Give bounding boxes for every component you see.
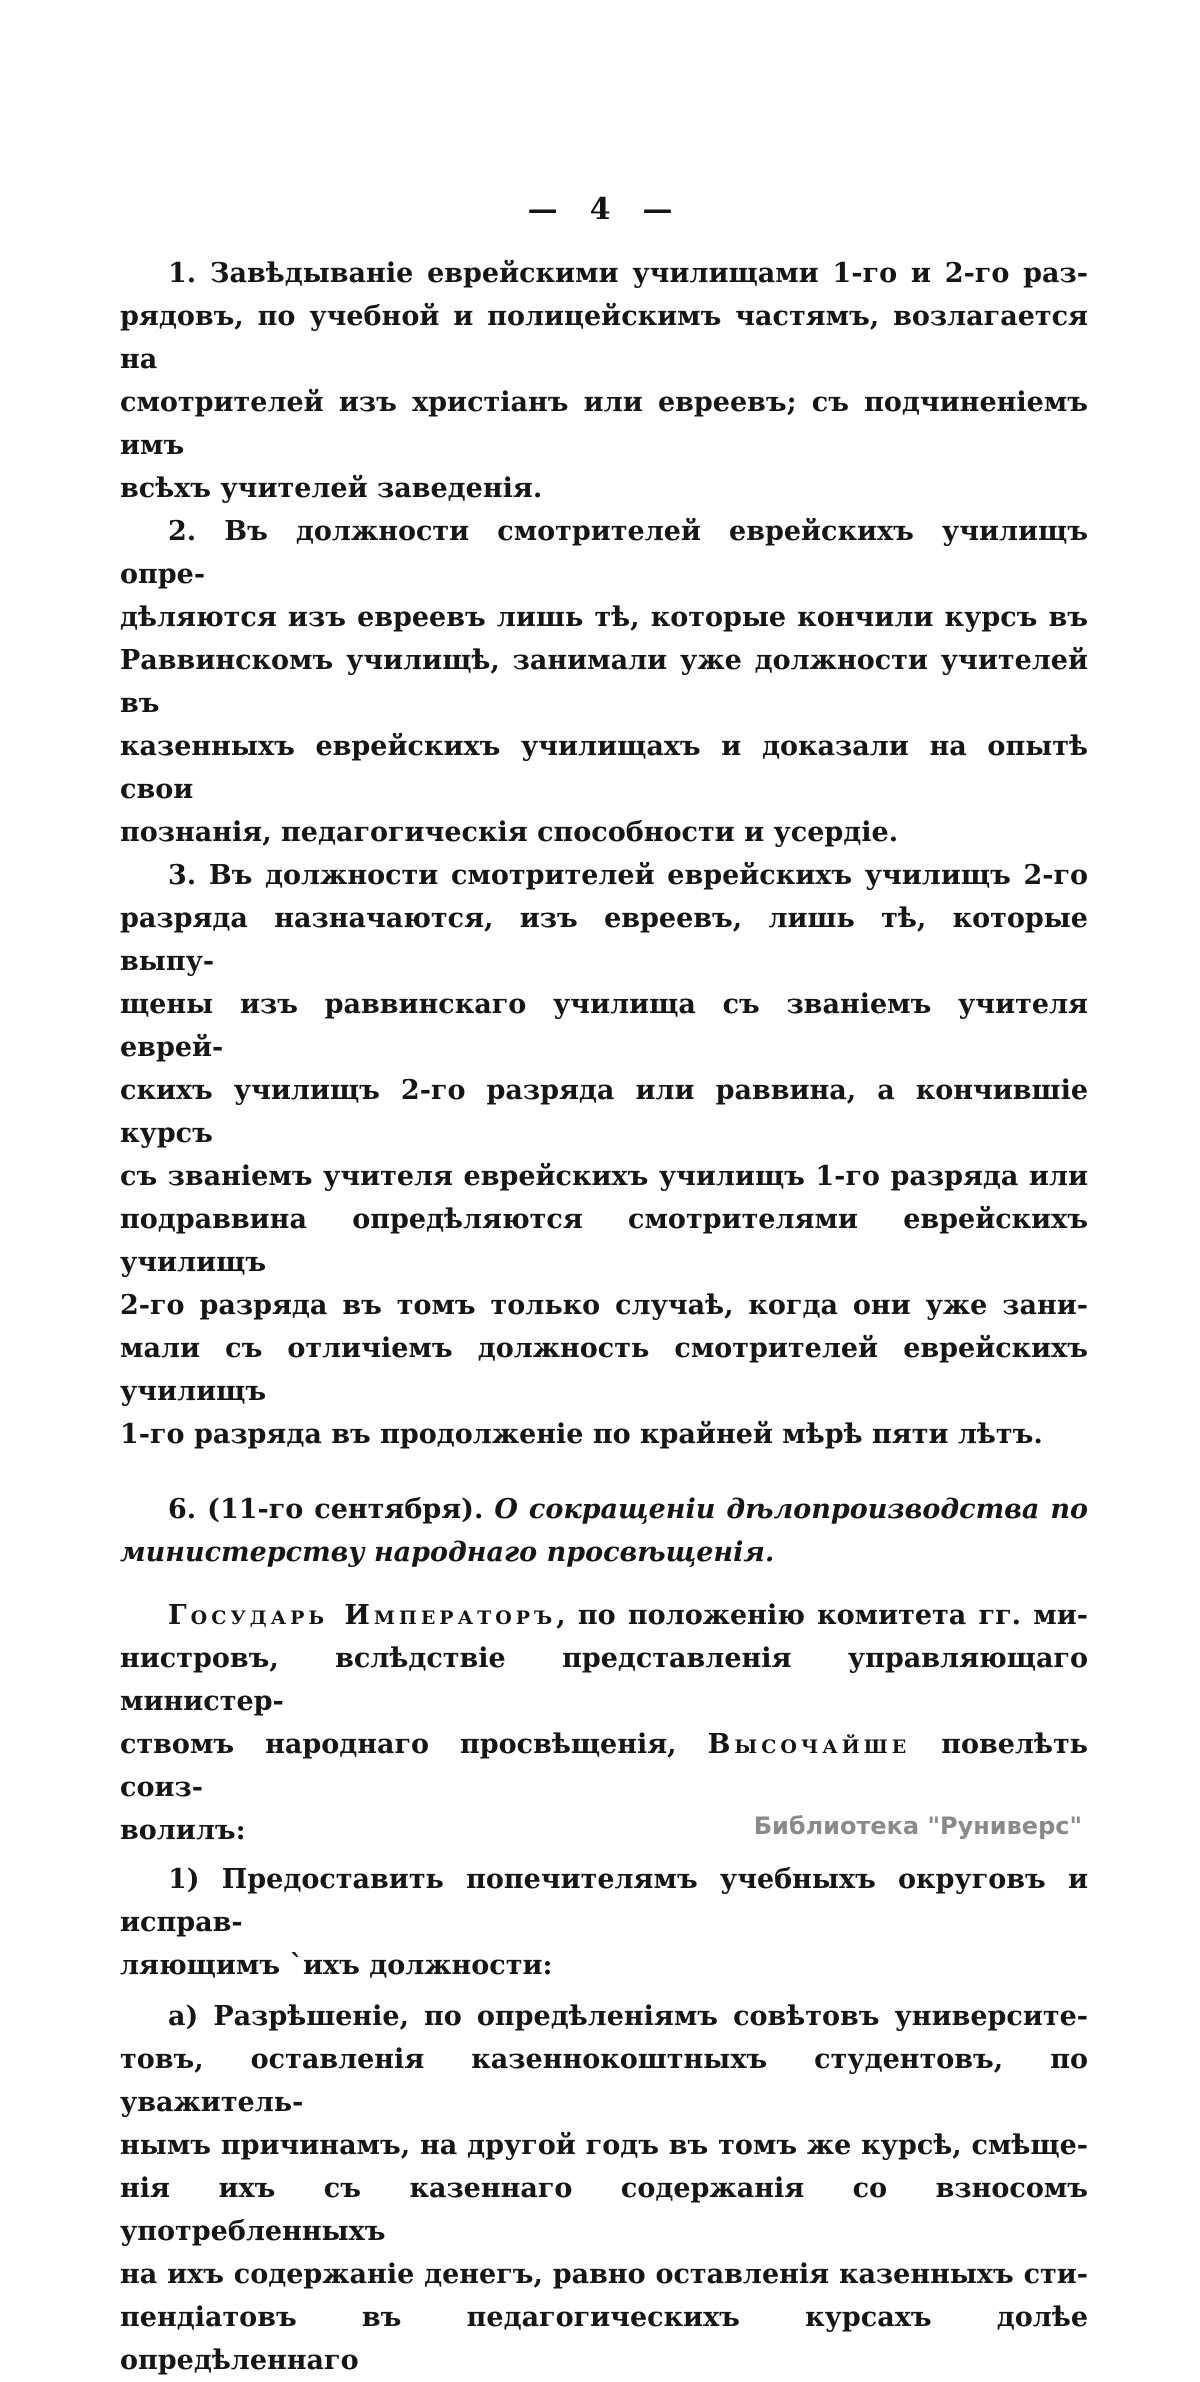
text-line: казенныхъ еврейскихъ училищахъ и доказали на опытѣ свои [120,731,1088,805]
text-line: Раввинскомъ училищѣ, занимали уже должности учителей въ [120,645,1088,719]
text-line: смотрителей изъ христіанъ или евреевъ; съ подчиненіемъ имъ [120,387,1088,461]
text-line: а) Разрѣшеніе, по опредѣленіямъ совѣтовъ университе- [168,2001,1088,2032]
text-line: 1) Предоставить попечителямъ учебныхъ округовъ и исправ- [120,1864,1088,1938]
text-line: разряда назначаются, изъ евреевъ, лишь тѣ, которые выпу- [120,903,1088,977]
text-line: скихъ училищъ 2-го разряда или раввина, а кончившіе курсъ [120,1075,1088,1149]
list-item-1 [120,1858,1088,1987]
section-6-heading [120,1488,1088,1574]
text-line: 6. (11-го сентября). О сокращеніи дѣлопроизводства по [168,1494,1088,1525]
text-line: на ихъ содержаніе денегъ, равно оставленія казенныхъ сти- [120,2259,1088,2290]
text-line: всѣхъ учителей заведенія. [120,473,543,504]
header-right-dash: — [642,192,673,227]
text-line: дѣляются изъ евреевъ лишь тѣ, которые кончили курсъ въ [120,602,1088,633]
text-line: ствомъ народнаго просвѣщенія, Высочайше повелѣть соиз- [120,1729,1089,1803]
text-line: товъ, оставленія казеннокоштныхъ студентовъ, по уважитель- [120,2044,1088,2118]
text-line: 2. Въ должности смотрителей еврейскихъ училищъ опре- [120,516,1088,590]
text-line: 3. Въ должности смотрителей еврейскихъ училищъ 2-го [168,860,1088,891]
text-line: рядовъ, по учебной и полицейскимъ частямъ, возлагается на [120,301,1088,375]
text-line: министерству народнаго просвѣщенія. [120,1537,775,1568]
text-line: мали съ отличіемъ должность смотрителей еврейскихъ училищъ [120,1333,1088,1407]
paragraph-2 [120,510,1088,854]
header-left-dash: — [527,192,558,227]
text-line: 2-го разряда въ томъ только случаѣ, когда они уже зани- [120,1290,1088,1321]
page-text [120,252,1088,2382]
text-line: нія ихъ съ казеннаго содержанія со взносомъ употребленныхъ [120,2173,1088,2247]
page-number-header [0,192,1200,227]
text-line: нистровъ, вслѣдствіе представленія управляющаго министер- [120,1643,1088,1717]
paragraph-1 [120,252,1088,510]
text-line: познанія, педагогическія способности и усердіе. [120,817,899,848]
text-line: пендіатовъ въ педагогическихъ курсахъ долѣе опредѣленнаго [120,2302,1088,2376]
library-watermark: Библиотека "Руниверс" [753,1812,1082,1840]
text-line: волилъ: [120,1815,246,1846]
paragraph-3 [120,854,1088,1456]
text-line: подраввина опредѣляются смотрителями еврейскихъ училищъ [120,1204,1088,1278]
text-line: нымъ причинамъ, на другой годъ въ томъ же курсѣ, смѣще- [120,2130,1088,2161]
text-line: ляющимъ `ихъ должности: [120,1950,553,1981]
text-line: 1. Завѣдываніе еврейскими училищами 1-го и 2-го раз- [168,258,1088,289]
text-line: 1-го разряда въ продолженіе по крайней мѣрѣ пяти лѣтъ. [120,1419,1043,1450]
text-line: Государь Императоръ, по положенію комитета гг. ми- [168,1600,1088,1631]
list-item-a [120,1995,1088,2382]
text-line: щены изъ раввинскаго училища съ званіемъ учителя еврей- [120,989,1088,1063]
text-line: съ званіемъ учителя еврейскихъ училищъ 1-го разряда или [120,1161,1088,1192]
page-number: 4 [589,192,611,227]
